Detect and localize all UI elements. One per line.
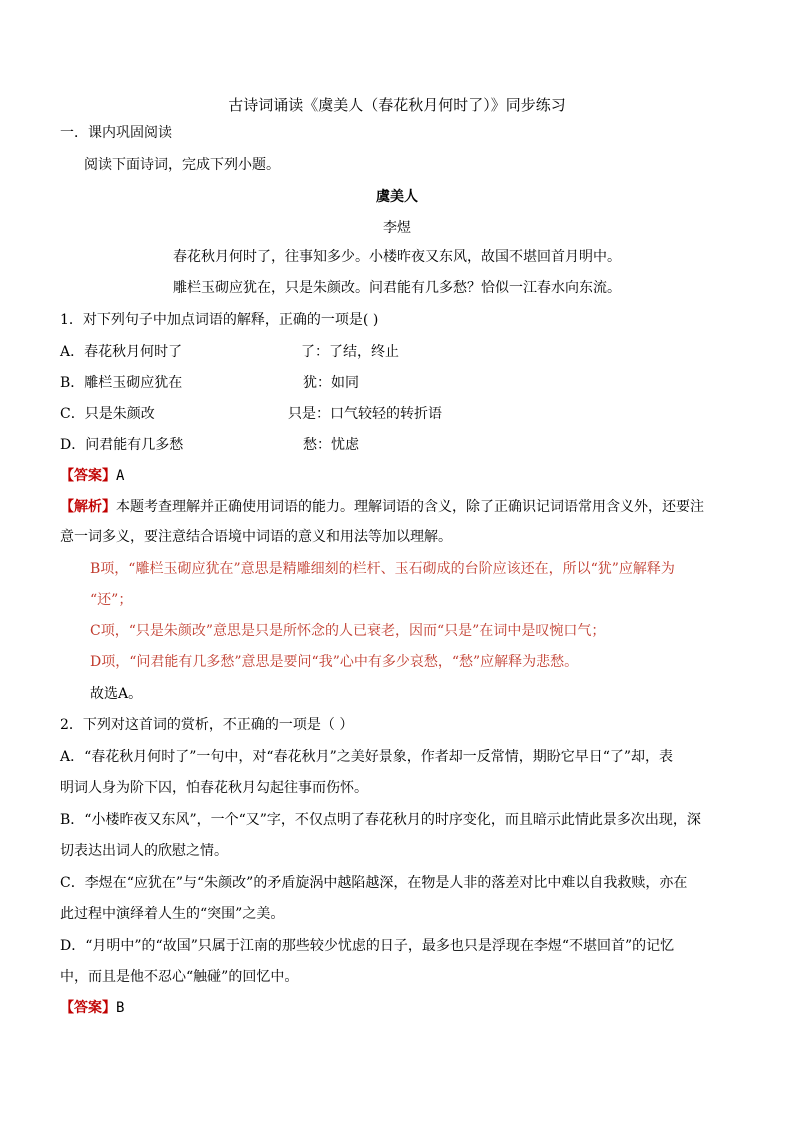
poem-title: 虞美人 — [376, 189, 418, 205]
instruction-text: 阅读下面诗词，完成下列小题。 — [84, 157, 280, 173]
q2-option-c-line-1: C．李煜在“应犹在”与“朱颜改”的矛盾旋涡中越陷越深，在物是人非的落差对比中难以自我救赎，亦在 — [60, 875, 688, 891]
poem-line-1: 春花秋月何时了，往事知多少。小楼昨夜又东风，故国不堪回首月明中。 — [173, 249, 621, 265]
document-title: 古诗词诵读《虞美人（春花秋月何时了）》同步练习 — [228, 96, 566, 114]
answer-tag: 【答案】 — [60, 1000, 116, 1016]
q1-option-a: A．春花秋月何时了 — [60, 344, 183, 360]
poem-author: 李煜 — [383, 220, 411, 236]
q1-option-a-gloss: 了：了结，终止 — [301, 344, 399, 360]
q1-conclusion: 故选A。 — [90, 686, 143, 702]
q1-option-b-gloss: 犹：如同 — [303, 375, 359, 391]
q2-option-d-line-2: 中，而且是他不忍心“触碰”的回忆中。 — [60, 969, 299, 985]
q2-answer — [60, 999, 124, 1017]
q2-option-d-line-1: D．“月明中”的“故国”只属于江南的那些较少忧虑的日子，最多也只是浮现在李煜“不堪回首”的记忆 — [60, 938, 675, 954]
q1-analysis-b-line-1: B项，“雕栏玉砌应犹在”意思是精雕细刻的栏杆、玉石砌成的台阶应该还在，所以“犹”应解释为 — [90, 561, 675, 577]
analysis-text: 本题考查理解并正确使用词语的能力。理解词语的含义，除了正确识记词语常用含义外，还要注 — [116, 499, 704, 515]
question-1-stem: 1．对下列句子中加点词语的解释，正确的一项是( ) — [60, 312, 379, 328]
analysis-tag: 【解析】 — [60, 499, 116, 515]
q1-option-c: C．只是朱颜改 — [60, 406, 155, 422]
answer-value: B — [116, 1000, 125, 1016]
answer-value: A — [116, 468, 125, 484]
q1-option-d: D．问君能有几多愁 — [60, 437, 184, 453]
q2-option-a-line-1: A．“春花秋月何时了”一句中，对“春花秋月”之美好景象，作者却一反常情，期盼它早日“了”却，表 — [60, 749, 674, 765]
q1-answer — [60, 467, 124, 485]
question-2-stem: 2．下列对这首词的赏析，不正确的一项是（ ） — [60, 717, 354, 733]
q1-analysis-b-line-2: “还”； — [90, 592, 133, 608]
q1-option-d-gloss: 愁：忧虑 — [303, 437, 359, 453]
q2-option-a-line-2: 明词人身为阶下囚，怕春花秋月勾起往事而伤怀。 — [60, 780, 368, 796]
q1-analysis-c-line: C项，“只是朱颜改”意思是只是所怀念的人已衰老，因而“只是”在词中是叹惋口气； — [90, 623, 606, 639]
q1-analysis-line-1 — [60, 498, 704, 516]
q2-option-b-line-2: 切表达出词人的欣慰之情。 — [60, 843, 228, 859]
answer-tag: 【答案】 — [60, 468, 116, 484]
q1-option-c-gloss: 只是：口气较轻的转折语 — [288, 406, 442, 422]
q1-analysis-d-line: D项，“问君能有几多愁”意思是要问“我”心中有多少哀愁，“愁”应解释为悲愁。 — [90, 654, 579, 670]
section-heading: 一．课内巩固阅读 — [60, 125, 172, 141]
q1-analysis-line-2: 意一词多义，要注意结合语境中词语的意义和用法等加以理解。 — [60, 529, 452, 545]
q1-option-b: B．雕栏玉砌应犹在 — [60, 375, 183, 391]
q2-option-b-line-1: B．“小楼昨夜又东风”，一个“又”字，不仅点明了春花秋月的时序变化，而且暗示此情此景多次出现，深 — [60, 812, 701, 828]
poem-line-2: 雕栏玉砌应犹在，只是朱颜改。问君能有几多愁？恰似一江春水向东流。 — [173, 280, 621, 296]
q2-option-c-line-2: 此过程中演绎着人生的“突围”之美。 — [60, 906, 285, 922]
